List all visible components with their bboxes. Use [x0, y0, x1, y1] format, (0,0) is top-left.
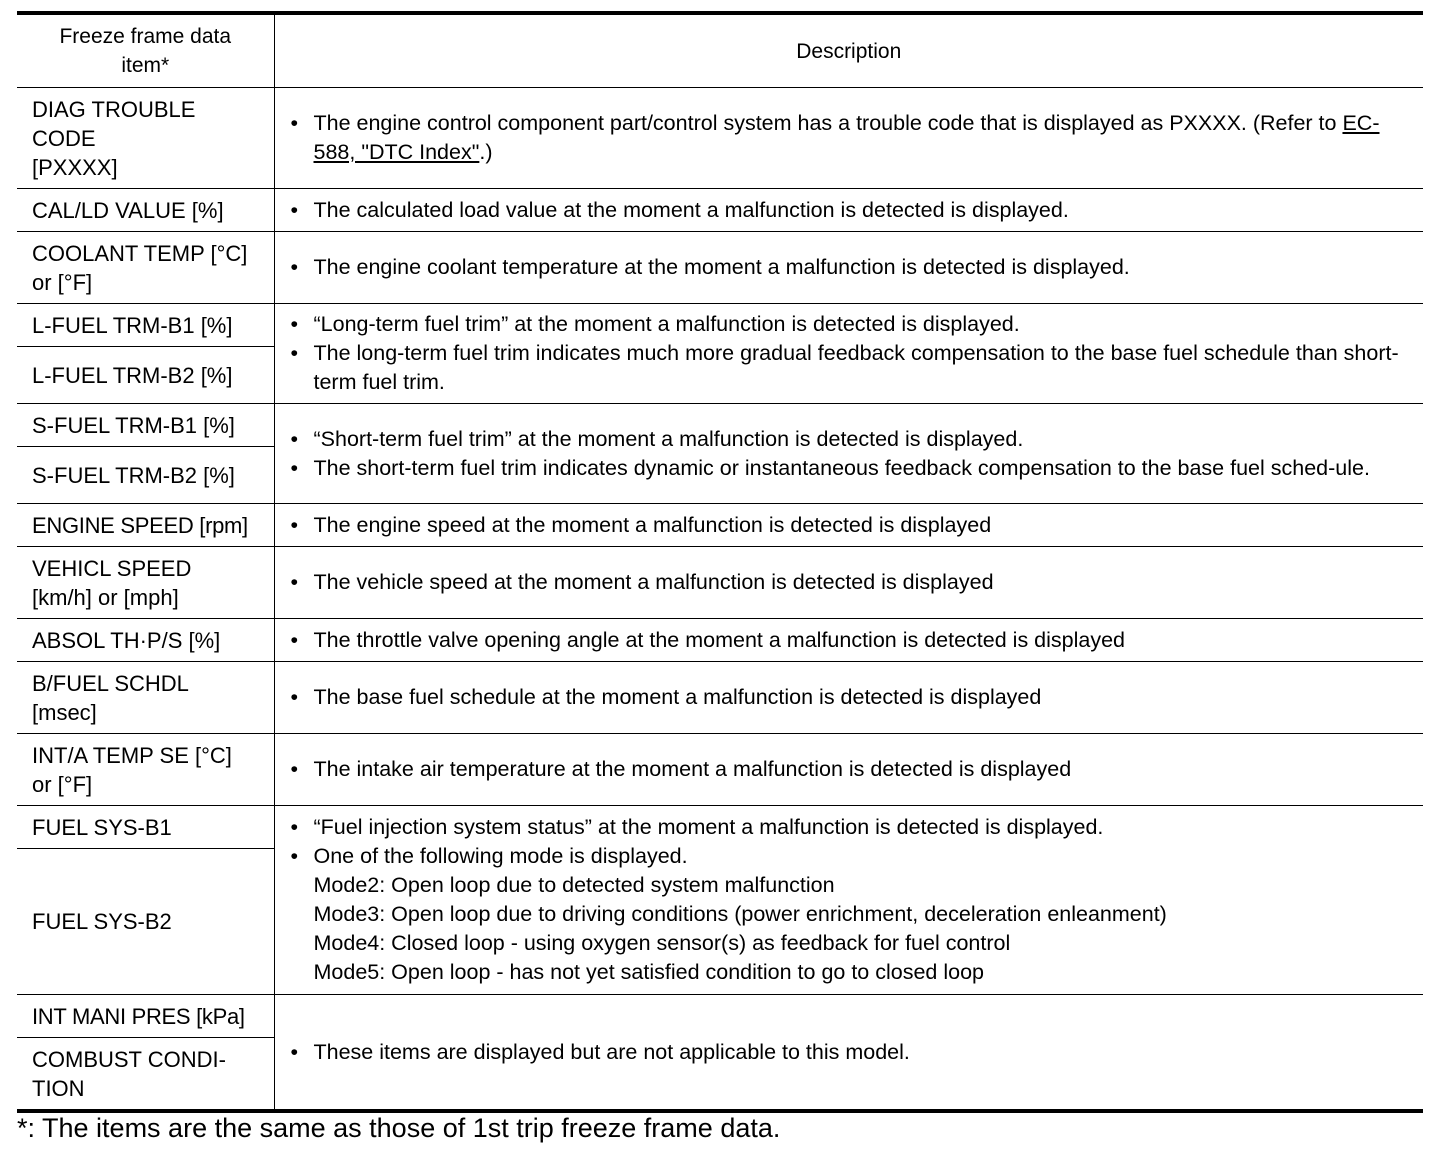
table-header-row: [17, 13, 1423, 88]
freeze-frame-table-wrapper: [17, 11, 1423, 1113]
item-fuel-sys-b1: FUEL SYS-B1: [17, 806, 274, 849]
item-line: DIAG TROUBLE: [32, 96, 196, 122]
bullet-text: • The vehicle speed at the moment a malfunction is detected is displayed: [289, 568, 1414, 597]
bullet-text: • The base fuel schedule at the moment a malfunction is detected is displayed: [289, 683, 1414, 712]
dtc-index-link[interactable]: EC-588, "DTC Index": [313, 111, 1380, 164]
item-line: INT/A TEMP SE [°C]: [32, 742, 232, 768]
item-combust-condition: [17, 1038, 274, 1112]
item-b-fuel-schdl: [17, 662, 274, 734]
item-line: B/FUEL SCHDL: [32, 670, 189, 696]
bullet-text: • “Long-term fuel trim” at the moment a malfunction is detected is displayed.: [289, 310, 1414, 339]
item-l-fuel-trm-b1: L-FUEL TRM-B1 [%]: [17, 304, 274, 347]
item-line: TION: [32, 1075, 85, 1101]
item-fuel-sys-b2: FUEL SYS-B2: [17, 849, 274, 995]
item-vehicl-speed: [17, 547, 274, 619]
bullet-text: • The long-term fuel trim indicates much more gradual feedback compensation to the base fuel schedule than short-term fuel trim.: [289, 339, 1414, 397]
mode-intro: • One of the following mode is displayed.: [313, 844, 688, 868]
description-cell: [274, 189, 1423, 232]
bullet-text: • These items are displayed but are not applicable to this model.: [289, 1038, 1414, 1067]
item-line: [km/h] or [mph]: [32, 584, 179, 610]
description-cell: [274, 619, 1423, 662]
table-row: [17, 88, 1423, 189]
item-int-mani-pres: INT MANI PRES [kPa]: [17, 995, 274, 1038]
item-int-a-temp-se: [17, 734, 274, 806]
freeze-frame-data-table: [17, 11, 1423, 1113]
item-line: COOLANT TEMP [°C]: [32, 240, 248, 266]
item-line: VEHICL SPEED: [32, 555, 192, 581]
bullet-text: • The throttle valve opening angle at the moment a malfunction is detected is displayed: [289, 626, 1414, 655]
table-row: [17, 995, 1423, 1038]
mode-line: Mode5: Open loop - has not yet satisfied condition to go to closed loop: [313, 960, 985, 984]
bullet-text: • The intake air temperature at the moment a malfunction is detected is displayed: [289, 755, 1414, 784]
description-cell: [274, 504, 1423, 547]
item-line: or [°F]: [32, 269, 93, 295]
mode-line: Mode2: Open loop due to detected system malfunction: [313, 873, 835, 897]
bullet-text: [289, 109, 1414, 167]
item-line: [msec]: [32, 699, 97, 725]
table-row: [17, 404, 1423, 447]
item-line: CODE: [32, 125, 96, 151]
mode-line: Mode3: Open loop due to driving conditions (power enrichment, deceleration enleanment): [313, 902, 1167, 926]
item-s-fuel-trm-b2: S-FUEL TRM-B2 [%]: [17, 447, 274, 504]
mode-line: Mode4: Closed loop - using oxygen sensor(s) as feedback for fuel control: [313, 931, 1011, 955]
bullet-text: • The calculated load value at the moment a malfunction is detected is displayed.: [289, 196, 1414, 225]
table-row: [17, 734, 1423, 806]
item-cal-ld-value: CAL/LD VALUE [%]: [17, 189, 274, 232]
bullet-text: [289, 842, 1414, 987]
header-description: Description: [274, 13, 1423, 88]
bullet-text: • The short-term fuel trim indicates dynamic or instantaneous feedback compensation to the base fuel sched-ule.: [289, 454, 1414, 483]
description-cell: [274, 995, 1423, 1112]
table-row: [17, 304, 1423, 347]
item-l-fuel-trm-b2: L-FUEL TRM-B2 [%]: [17, 347, 274, 404]
table-row: [17, 189, 1423, 232]
bullet-text: • The engine coolant temperature at the moment a malfunction is detected is displayed.: [289, 253, 1414, 282]
description-cell: [274, 88, 1423, 189]
description-cell: [274, 734, 1423, 806]
desc-text: The engine control component part/control system has a trouble code that is displayed as PXXXX. (Refer to: [313, 111, 1343, 135]
bullet-text: • “Short-term fuel trim” at the moment a malfunction is detected is displayed.: [289, 425, 1414, 454]
description-cell: [274, 806, 1423, 995]
table-row: [17, 547, 1423, 619]
item-s-fuel-trm-b1: S-FUEL TRM-B1 [%]: [17, 404, 274, 447]
item-diag-trouble-code: [17, 88, 274, 189]
item-line: COMBUST CONDI-: [32, 1046, 226, 1072]
bullet-text: • The engine speed at the moment a malfunction is detected is displayed: [289, 511, 1414, 540]
description-cell: [274, 404, 1423, 504]
description-cell: [274, 304, 1423, 404]
table-row: [17, 662, 1423, 734]
description-cell: [274, 547, 1423, 619]
table-row: [17, 806, 1423, 849]
item-line: or [°F]: [32, 771, 93, 797]
header-item: Freeze frame data item*: [17, 13, 274, 88]
footnote: *: The items are the same as those of 1st trip freeze frame data.: [17, 1113, 781, 1143]
item-absol-th-ps: ABSOL TH·P/S [%]: [17, 619, 274, 662]
description-cell: [274, 662, 1423, 734]
description-cell: [274, 232, 1423, 304]
item-engine-speed: ENGINE SPEED [rpm]: [17, 504, 274, 547]
table-row: [17, 232, 1423, 304]
table-row: [17, 504, 1423, 547]
item-line: [PXXXX]: [32, 154, 118, 180]
bullet-text: • “Fuel injection system status” at the moment a malfunction is detected is displayed.: [289, 813, 1414, 842]
table-row: [17, 619, 1423, 662]
item-coolant-temp: [17, 232, 274, 304]
desc-text: .): [479, 140, 493, 164]
